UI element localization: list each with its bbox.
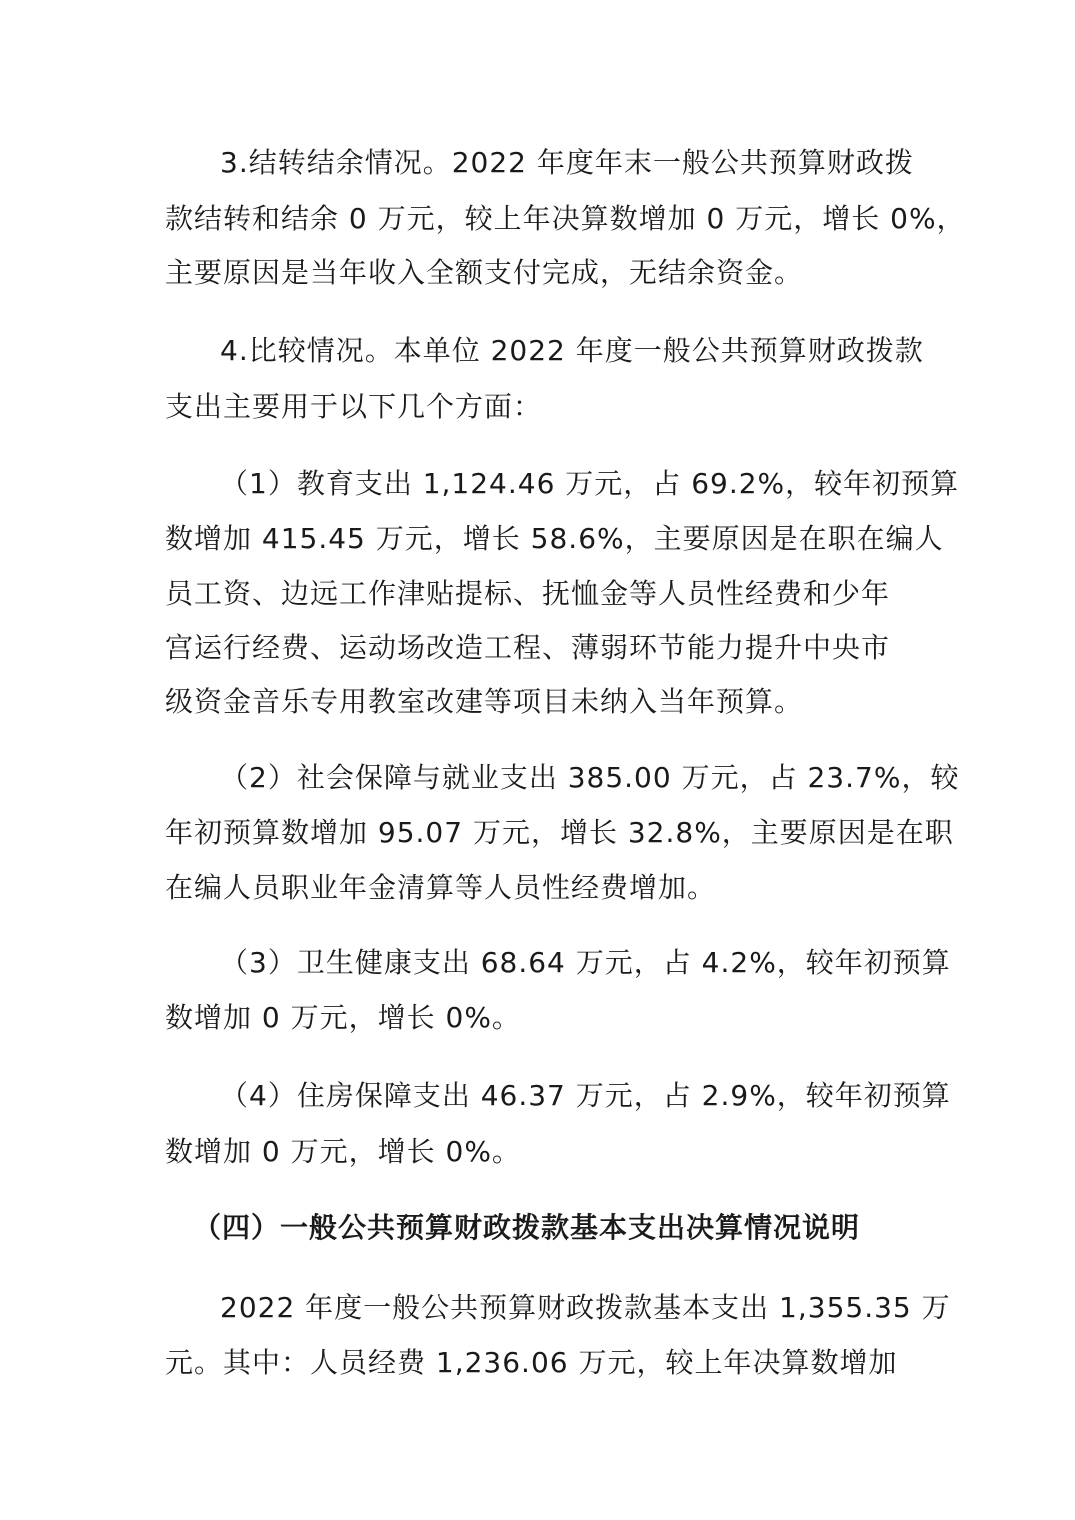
text-line: 宫运行经费、运动场改造工程、薄弱环节能力提升中央市	[165, 631, 891, 664]
section-heading-text: （四）一般公共预算财政拨款基本支出决算情况说明	[193, 1211, 861, 1244]
text-line: 年初预算数增加 95.07 万元，增长 32.8%，主要原因是在职	[165, 816, 954, 849]
text-line: 4.比较情况。本单位 2022 年度一般公共预算财政拨款	[220, 334, 924, 367]
text-line: （4）住房保障支出 46.37 万元，占 2.9%，较年初预算	[220, 1079, 951, 1112]
text-line: 2022 年度一般公共预算财政拨款基本支出 1,355.35 万	[220, 1291, 951, 1324]
text-line: 级资金音乐专用教室改建等项目未纳入当年预算。	[165, 685, 804, 718]
text-line: （3）卫生健康支出 68.64 万元，占 4.2%，较年初预算	[220, 946, 951, 979]
text-line: 数增加 0 万元，增长 0%。	[165, 1135, 521, 1168]
text-line: 主要原因是当年收入全额支付完成，无结余资金。	[165, 256, 804, 289]
text-line: 在编人员职业年金清算等人员性经费增加。	[165, 871, 717, 904]
text-line: 3.结转结余情况。2022 年度年末一般公共预算财政拨	[220, 146, 914, 179]
text-line: （1）教育支出 1,124.46 万元，占 69.2%，较年初预算	[220, 467, 960, 500]
text-line: 员工资、边远工作津贴提标、抚恤金等人员性经费和少年	[165, 577, 891, 610]
text-line: 数增加 415.45 万元，增长 58.6%，主要原因是在职在编人	[165, 522, 944, 555]
text-line: 款结转和结余 0 万元，较上年决算数增加 0 万元，增长 0%，	[165, 202, 966, 235]
text-line: 支出主要用于以下几个方面：	[165, 390, 543, 423]
text-line: 元。其中：人员经费 1,236.06 万元，较上年决算数增加	[165, 1346, 898, 1379]
text-line: 数增加 0 万元，增长 0%。	[165, 1001, 521, 1034]
text-line: （2）社会保障与就业支出 385.00 万元，占 23.7%，较	[220, 761, 960, 794]
